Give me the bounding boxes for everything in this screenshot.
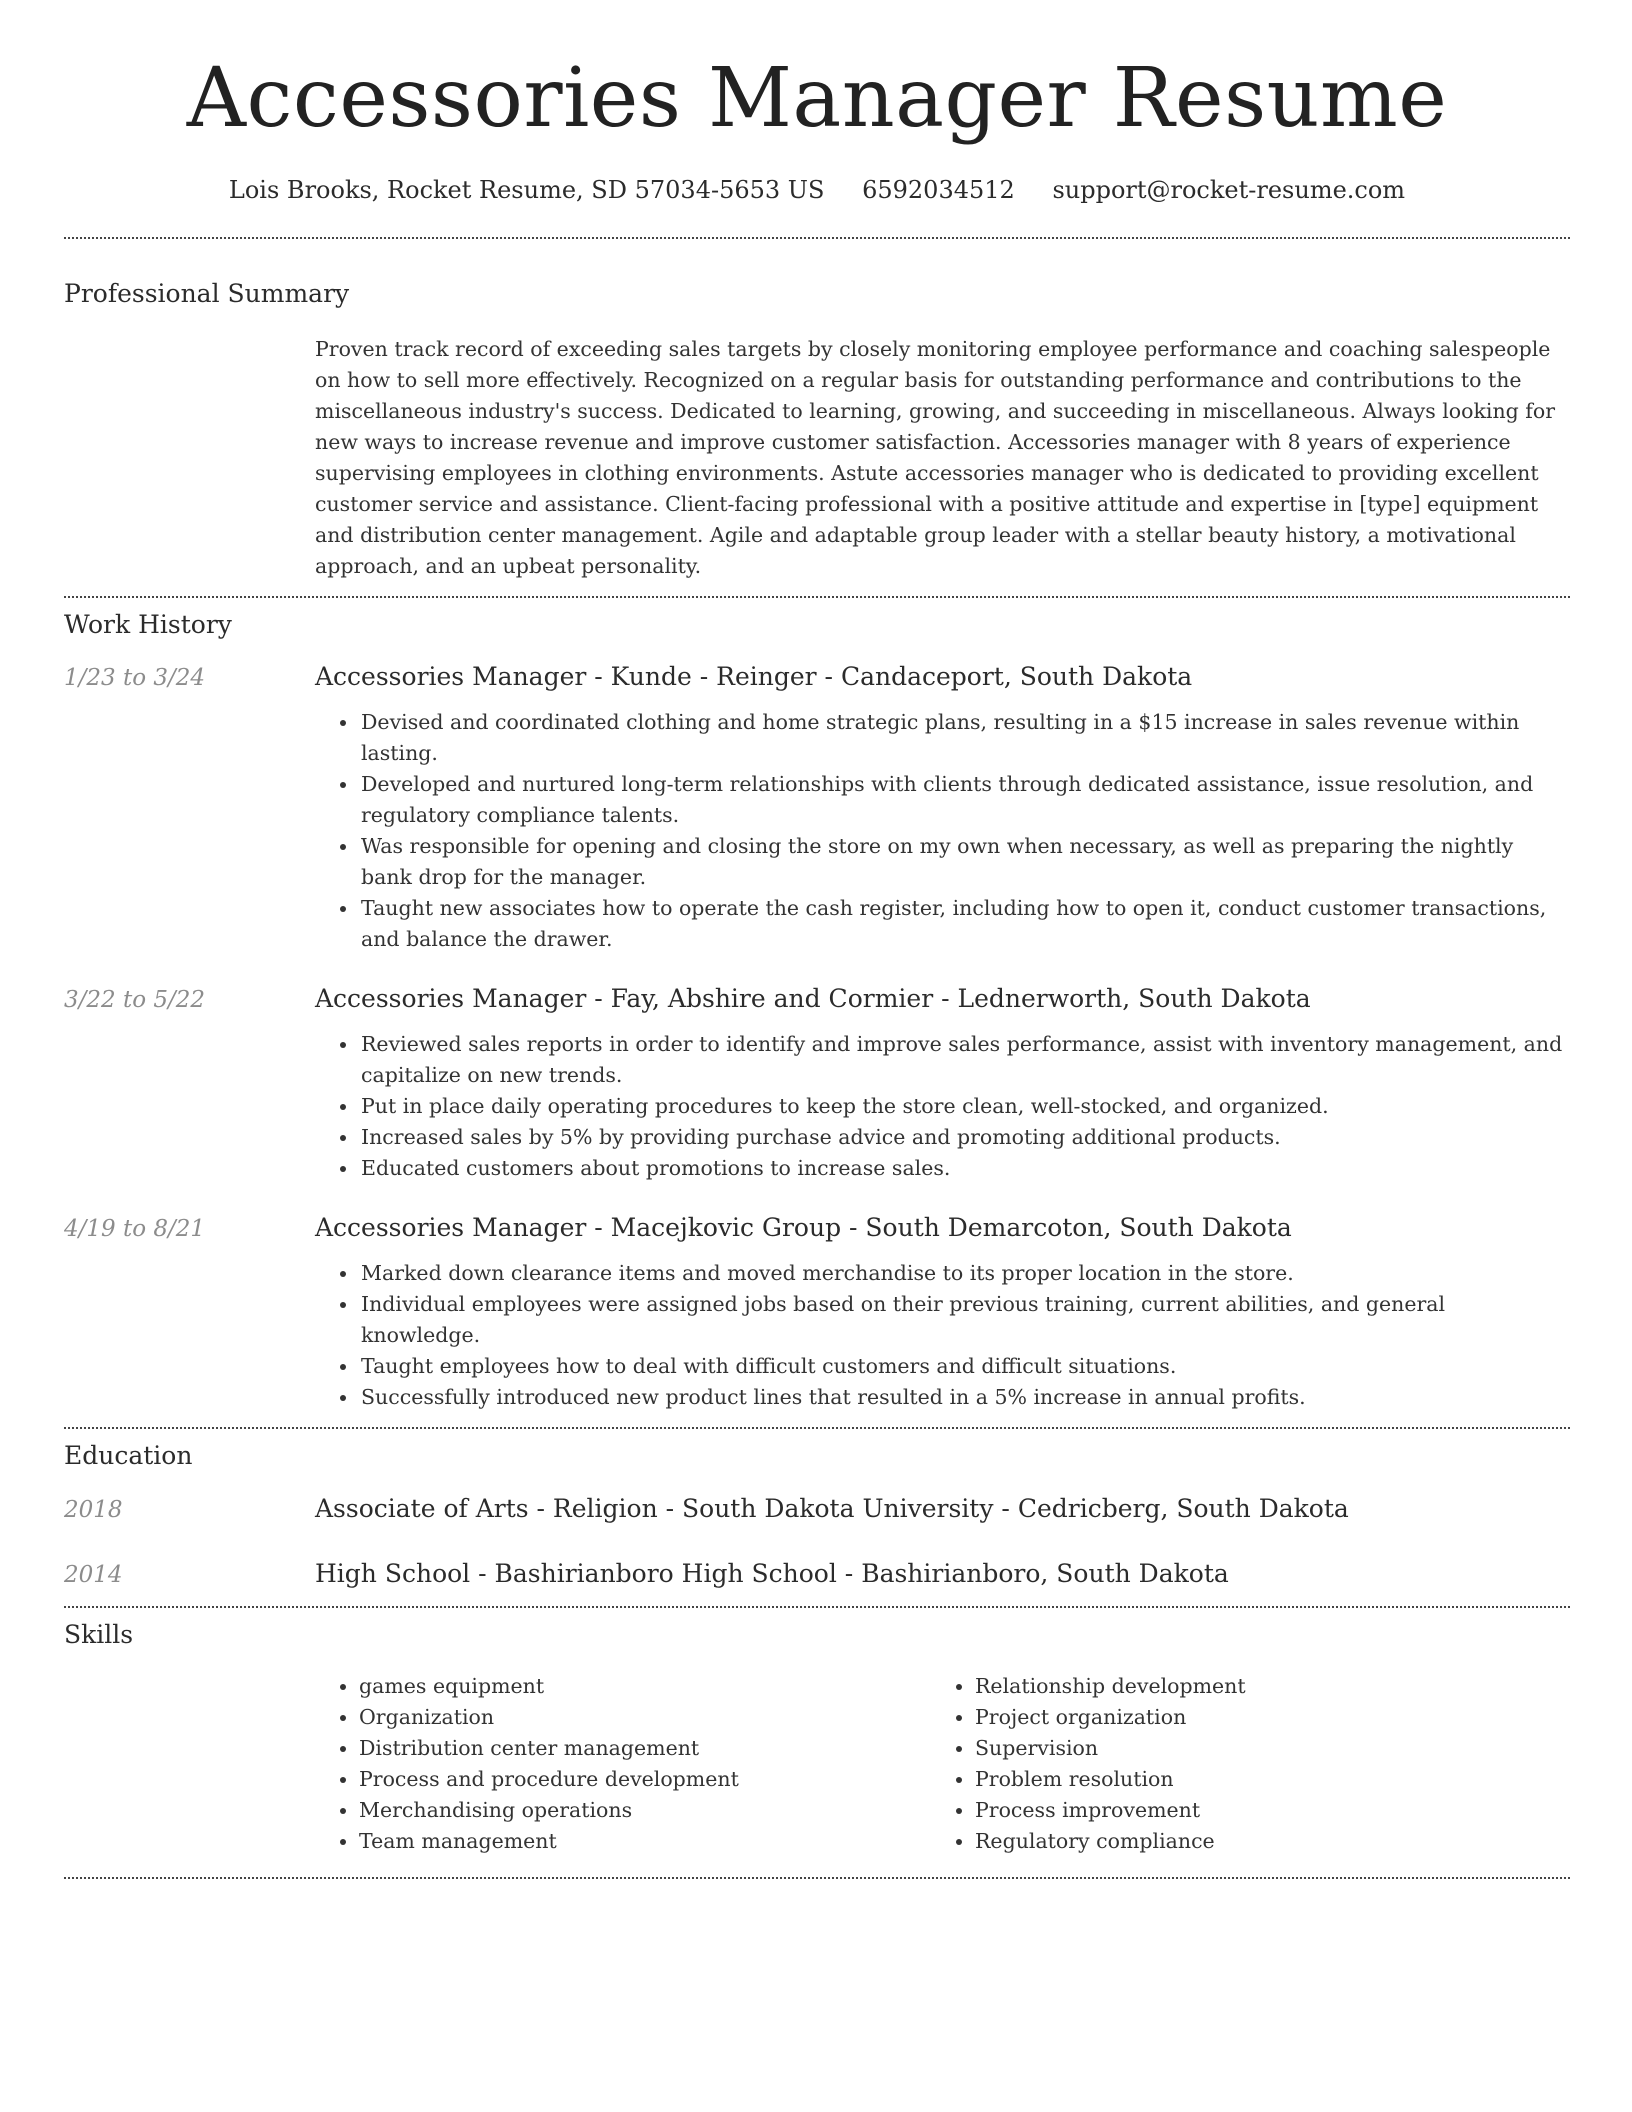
list-item: • Put in place daily operating procedures to keep the store clean, well-stocked, and organized. — [359, 1091, 1570, 1122]
list-item: • Reviewed sales reports in order to identify and improve sales performance, assist with inventory management, and capitalize on new trends. — [359, 1029, 1570, 1091]
job-bullets — [359, 1029, 1570, 1184]
contact-line — [64, 176, 1570, 204]
list-item: • Taught employees how to deal with difficult customers and difficult situations. — [359, 1351, 1570, 1382]
job-header — [64, 984, 1570, 1013]
section-title-summary: Professional Summary — [64, 279, 350, 308]
list-item: • Devised and coordinated clothing and home strategic plans, resulting in a $15 increase in sales revenue within lasting. — [359, 707, 1570, 769]
list-item: • Developed and nurtured long-term relationships with clients through dedicated assistance, issue resolution, and regulatory compliance talents. — [359, 769, 1570, 831]
job-heading: Accessories Manager - Macejkovic Group - South Demarcoton, South Dakota — [315, 1213, 1292, 1242]
divider — [64, 1606, 1570, 1608]
skills-list-left — [315, 1671, 931, 1857]
education-entry — [64, 1494, 1570, 1523]
job-dates: 1/23 to 3/24 — [64, 665, 206, 691]
divider — [64, 237, 1570, 239]
job-header — [64, 662, 1570, 691]
list-item: • Increased sales by 5% by providing purchase advice and promoting additional products. — [359, 1122, 1570, 1153]
list-item: • Taught new associates how to operate the cash register, including how to open it, conduct customer transactions, and balance the drawer. — [359, 893, 1570, 955]
skill-item: • Relationship development — [975, 1671, 1515, 1702]
job-entry — [64, 1213, 1570, 1413]
job-dates: 4/19 to 8/21 — [64, 1216, 206, 1242]
skill-item: • Distribution center management — [359, 1733, 931, 1764]
skill-item: • Supervision — [975, 1733, 1515, 1764]
job-header — [64, 1213, 1570, 1242]
skill-item: • Problem resolution — [975, 1764, 1515, 1795]
list-item: • Educated customers about promotions to increase sales. — [359, 1153, 1570, 1184]
contact-address: Lois Brooks, Rocket Resume, SD 57034-5653 US — [228, 176, 825, 204]
list-item: • Was responsible for opening and closing the store on my own when necessary, as well as preparing the nightly bank drop for the manager. — [359, 831, 1570, 893]
divider — [64, 1427, 1570, 1429]
job-entry — [64, 984, 1570, 1184]
skills-list-right — [931, 1671, 1515, 1857]
skill-item: • Team management — [359, 1826, 931, 1857]
skill-item: • Regulatory compliance — [975, 1826, 1515, 1857]
divider — [64, 596, 1570, 598]
skills-columns — [315, 1671, 1570, 1857]
job-entry — [64, 662, 1570, 955]
skill-item: • Project organization — [975, 1702, 1515, 1733]
skill-item: • games equipment — [359, 1671, 931, 1702]
education-entry — [64, 1559, 1570, 1588]
contact-email: support@rocket-resume.com — [1052, 176, 1406, 204]
divider — [64, 1877, 1570, 1879]
job-bullets — [359, 1258, 1570, 1413]
summary-text: Proven track record of exceeding sales targets by closely monitoring employee performance and coaching salespeople on how to sell more effectively. Recognized on a regular basis for outstanding performance and contributions to the miscellaneous industry's success. Dedicated to learning, growing, and succeeding in miscellaneous. Always looking for new ways to increase revenue and improve customer satisfaction. Accessories manager with 8 years of experience supervising employees in clothing environments. Astute accessories manager who is dedicated to providing excellent customer service and assistance. Client-facing professional with a positive attitude and expertise in [type] equipment and distribution center management. Agile and adaptable group leader with a stellar beauty history, a motivational approach, and an upbeat personality. — [315, 337, 1556, 578]
section-title-education: Education — [64, 1441, 193, 1470]
education-year: 2018 — [64, 1497, 123, 1523]
education-heading: High School - Bashirianboro High School - Bashirianboro, South Dakota — [315, 1559, 1229, 1588]
job-heading: Accessories Manager - Fay, Abshire and Cormier - Lednerworth, South Dakota — [315, 984, 1311, 1013]
contact-phone: 6592034512 — [862, 176, 1015, 204]
job-dates: 3/22 to 5/22 — [64, 987, 206, 1013]
skill-item: • Process improvement — [975, 1795, 1515, 1826]
list-item: • Successfully introduced new product lines that resulted in a 5% increase in annual profits. — [359, 1382, 1570, 1413]
job-heading: Accessories Manager - Kunde - Reinger - Candaceport, South Dakota — [315, 662, 1193, 691]
skill-item: • Process and procedure development — [359, 1764, 931, 1795]
section-title-work-history: Work History — [64, 610, 232, 639]
section-title-skills: Skills — [64, 1620, 134, 1649]
skill-item: • Merchandising operations — [359, 1795, 931, 1826]
skill-item: • Organization — [359, 1702, 931, 1733]
resume-page — [64, 0, 1570, 1879]
list-item: • Marked down clearance items and moved merchandise to its proper location in the store. — [359, 1258, 1570, 1289]
resume-title: Accessories Manager Resume — [186, 51, 1448, 146]
job-bullets — [359, 707, 1570, 955]
education-year: 2014 — [64, 1562, 123, 1588]
education-heading: Associate of Arts - Religion - South Dakota University - Cedricberg, South Dakota — [315, 1494, 1349, 1523]
list-item: • Individual employees were assigned jobs based on their previous training, current abilities, and general knowledge. — [359, 1289, 1570, 1351]
